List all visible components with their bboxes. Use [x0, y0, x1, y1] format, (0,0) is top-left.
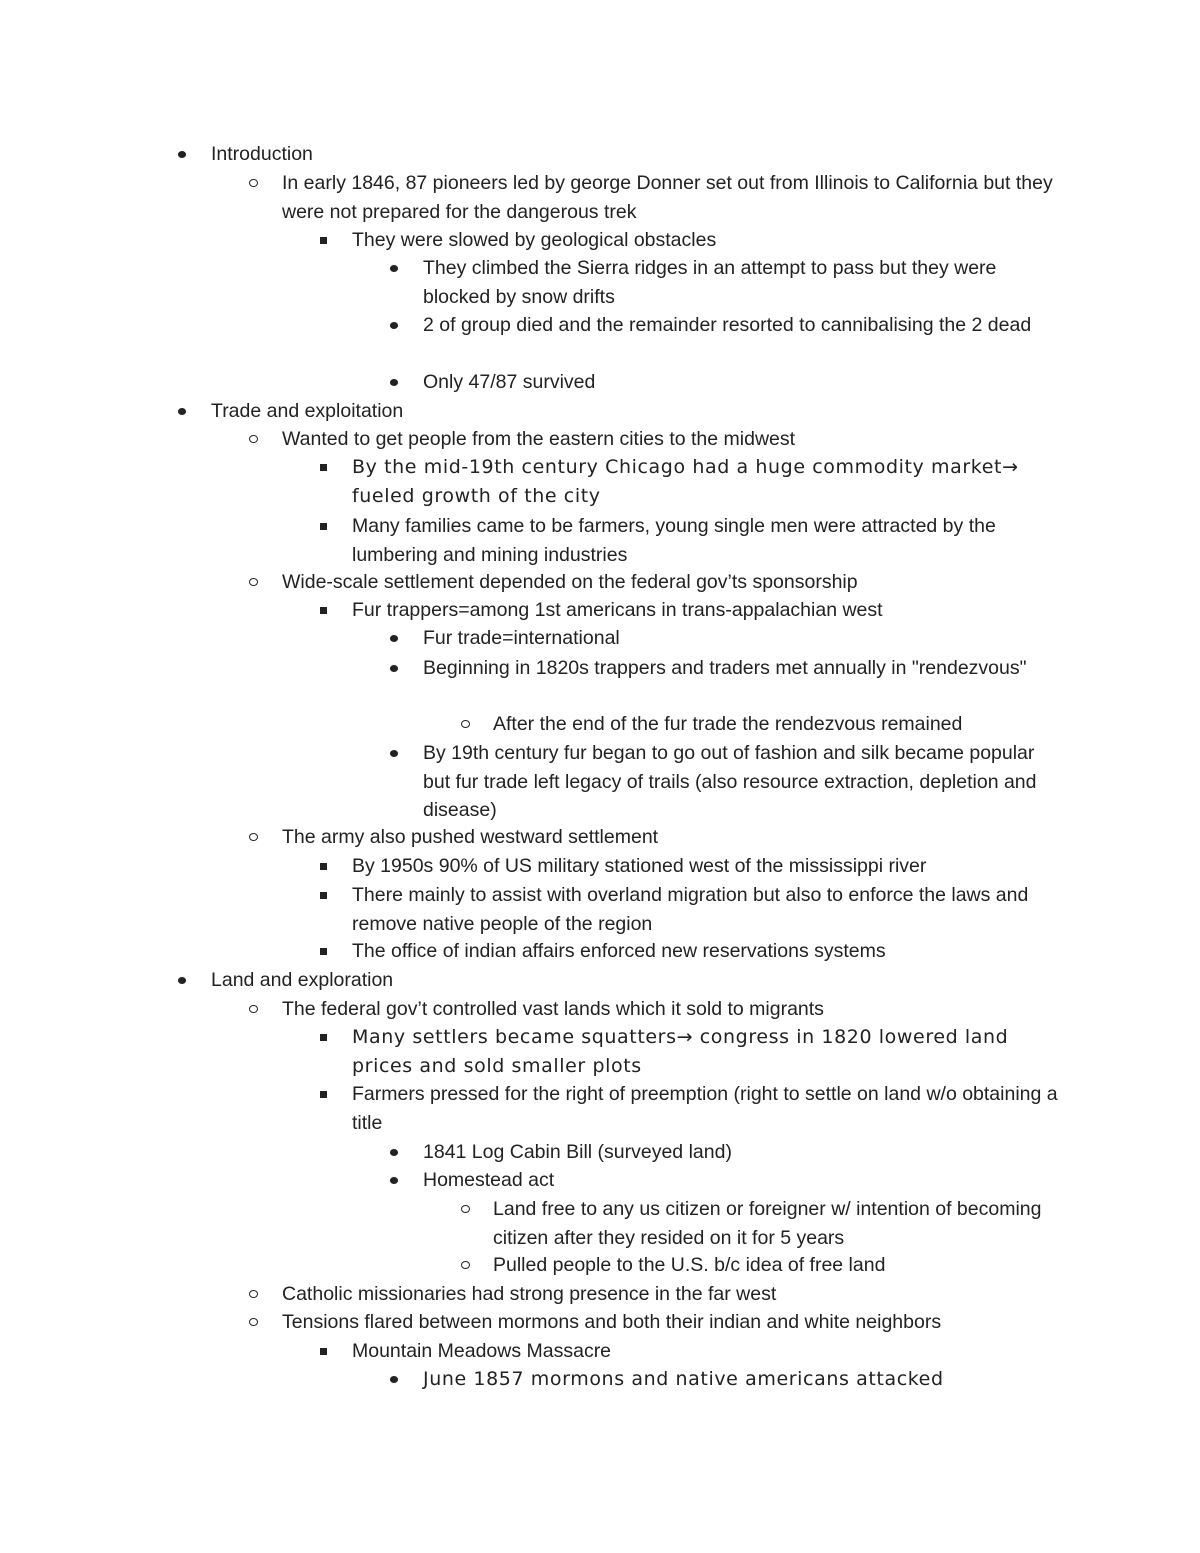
disc-bullet-icon [178, 151, 186, 158]
square-bullet-icon [320, 863, 327, 870]
disc-bullet-icon [390, 635, 398, 642]
circle-bullet-icon [249, 1005, 258, 1013]
disc-bullet-icon [390, 665, 398, 672]
outline-item-level-4: Homestead act [423, 1169, 555, 1191]
circle-bullet-icon [461, 1205, 470, 1213]
disc-bullet-icon [390, 322, 398, 329]
outline-item-level-3: Farmers pressed for the right of preemption (right to settle on land w/o obtaining a title [352, 1083, 1058, 1134]
outline-item-level-3: There mainly to assist with overland migration but also to enforce the laws and remove native people of the region [352, 884, 1029, 935]
outline-item-level-2: The army also pushed westward settlement [282, 826, 659, 848]
disc-bullet-icon [390, 1149, 398, 1156]
outline-item-level-4: They climbed the Sierra ridges in an attempt to pass but they were blocked by snow drifts [423, 257, 997, 308]
outline-item-level-2: Catholic missionaries had strong presence in the far west [282, 1283, 777, 1305]
outline-item-level-2: In early 1846, 87 pioneers led by george Donner set out from Illinois to California but they were not prepared for the dangerous trek [282, 172, 1053, 223]
outline-item-level-1: Introduction [211, 143, 313, 165]
outline-item-level-3: By 1950s 90% of US military stationed west of the mississippi river [352, 855, 927, 877]
circle-bullet-icon [249, 1290, 258, 1298]
circle-bullet-icon [249, 578, 258, 586]
square-bullet-icon [320, 1348, 327, 1355]
outline-item-level-2: Tensions flared between mormons and both their indian and white neighbors [282, 1311, 942, 1333]
square-bullet-icon [320, 948, 327, 955]
outline-item-level-5: Land free to any us citizen or foreigner w/ intention of becoming citizen after they resided on it for 5 years [493, 1198, 1042, 1249]
outline-item-level-3: Mountain Meadows Massacre [352, 1340, 612, 1362]
disc-bullet-icon [390, 1376, 398, 1383]
outline-item-level-4: 2 of group died and the remainder resorted to cannibalising the 2 dead [423, 314, 1032, 336]
outline-item-level-1: Land and exploration [211, 969, 394, 991]
circle-bullet-icon [461, 1261, 470, 1269]
square-bullet-icon [320, 607, 327, 614]
outline-item-level-3: Fur trappers=among 1st americans in trans-appalachian west [352, 599, 883, 621]
circle-bullet-icon [249, 179, 258, 187]
circle-bullet-icon [461, 720, 470, 728]
disc-bullet-icon [178, 977, 186, 984]
outline-item-level-4: By 19th century fur began to go out of fashion and silk became popular but fur trade left legacy of trails (also resource extraction, depletion and disease) [423, 742, 1037, 821]
square-bullet-icon [320, 892, 327, 899]
outline-item-level-4: Only 47/87 survived [423, 371, 596, 393]
square-bullet-icon [320, 1091, 327, 1098]
outline-item-level-5: After the end of the fur trade the rendezvous remained [493, 713, 963, 735]
square-bullet-icon [320, 464, 327, 471]
square-bullet-icon [320, 1034, 327, 1041]
outline-item-level-1: Trade and exploitation [211, 400, 404, 422]
disc-bullet-icon [390, 379, 398, 386]
square-bullet-icon [320, 523, 327, 530]
circle-bullet-icon [249, 1318, 258, 1326]
outline-item-level-2: The federal gov’t controlled vast lands which it sold to migrants [282, 998, 824, 1020]
outline-item-level-3: Many families came to be farmers, young single men were attracted by the lumbering and mining industries [352, 515, 996, 566]
outline-item-level-3: The office of indian affairs enforced new reservations systems [352, 940, 886, 962]
circle-bullet-icon [249, 833, 258, 841]
disc-bullet-icon [390, 750, 398, 757]
disc-bullet-icon [390, 265, 398, 272]
outline-item-level-4: Beginning in 1820s trappers and traders met annually in "rendezvous" [423, 657, 1027, 679]
outline-item-level-3: They were slowed by geological obstacles [352, 229, 717, 251]
outline-item-level-4: Fur trade=international [423, 627, 620, 649]
outline-item-level-3: By the mid-19th century Chicago had a huge commodity market→ fueled growth of the city [352, 456, 1019, 507]
outline-item-level-3: Many settlers became squatters→ congress in 1820 lowered land prices and sold smaller plots [352, 1026, 1009, 1077]
outline-item-level-2: Wanted to get people from the eastern cities to the midwest [282, 428, 796, 450]
outline-item-level-4: 1841 Log Cabin Bill (surveyed land) [423, 1141, 732, 1163]
square-bullet-icon [320, 237, 327, 244]
disc-bullet-icon [390, 1177, 398, 1184]
outline-item-level-5: Pulled people to the U.S. b/c idea of free land [493, 1254, 886, 1276]
disc-bullet-icon [178, 408, 186, 415]
circle-bullet-icon [249, 435, 258, 443]
outline-item-level-2: Wide-scale settlement depended on the federal gov’ts sponsorship [282, 571, 858, 593]
outline-item-level-4: June 1857 mormons and native americans attacked [423, 1368, 944, 1390]
